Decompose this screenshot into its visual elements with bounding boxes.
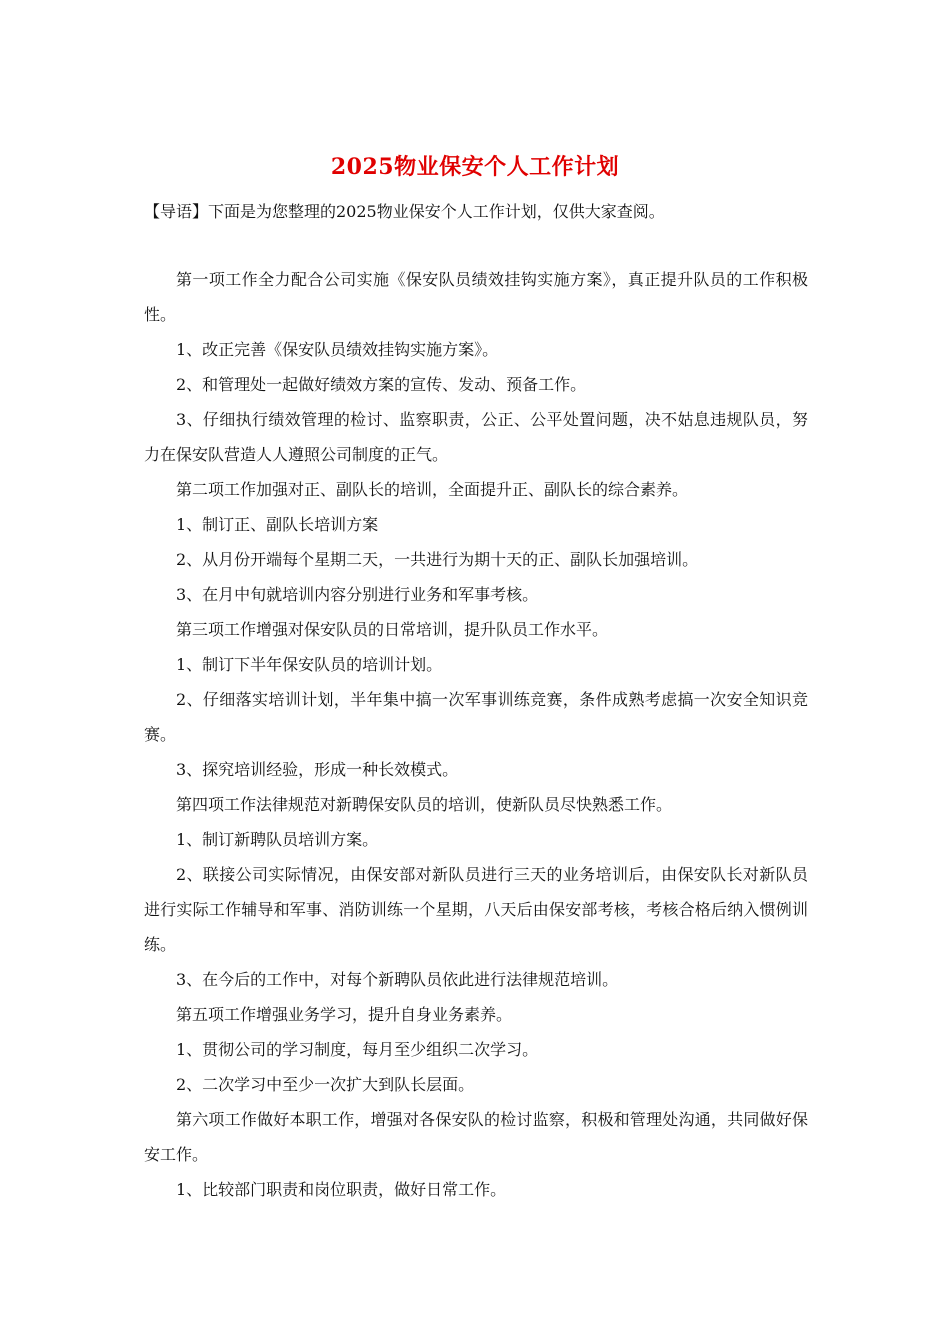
body-paragraph: 第一项工作全力配合公司实施《保安队员绩效挂钩实施方案》，真正提升队员的工作积极性。 — [144, 270, 808, 324]
body-paragraph: 3、仔细执行绩效管理的检讨、监察职责，公正、公平处置问题，决不姑息违规队员，努力在保安队营造人人遵照公司制度的正气。 — [144, 410, 808, 464]
body-paragraph: 1、制订正、副队长培训方案 — [176, 515, 379, 534]
body-paragraph: 第五项工作增强业务学习，提升自身业务素养。 — [176, 1005, 513, 1024]
body-paragraph: 第二项工作加强对正、副队长的培训，全面提升正、副队长的综合素养。 — [176, 480, 689, 499]
body-paragraph: 2、仔细落实培训计划，半年集中搞一次军事训练竞赛，条件成熟考虑搞一次安全知识竞赛。 — [144, 690, 808, 744]
body-paragraph: 2、和管理处一起做好绩效方案的宣传、发动、预备工作。 — [176, 375, 587, 394]
body-paragraph: 2、联接公司实际情况，由保安部对新队员进行三天的业务培训后，由保安队长对新队员进行实际工作辅导和军事、消防训练一个星期，八天后由保安部考核，考核合格后纳入惯例训练。 — [144, 865, 808, 954]
body-paragraph: 1、制订下半年保安队员的培训计划。 — [176, 655, 443, 674]
body-paragraph: 1、改正完善《保安队员绩效挂钩实施方案》。 — [176, 340, 499, 359]
body-paragraph: 1、贯彻公司的学习制度，每月至少组织二次学习。 — [176, 1040, 539, 1059]
body-paragraph: 2、从月份开端每个星期二天，一共进行为期十天的正、副队长加强培训。 — [176, 550, 699, 569]
body-paragraph: 第四项工作法律规范对新聘保安队员的培训，使新队员尽快熟悉工作。 — [176, 795, 673, 814]
document-title: 2025物业保安个人工作计划 — [330, 154, 620, 180]
body-paragraph: 1、制订新聘队员培训方案。 — [176, 830, 379, 849]
body-paragraph: 第六项工作做好本职工作，增强对各保安队的检讨监察，积极和管理处沟通，共同做好保安工作。 — [144, 1110, 808, 1164]
body-paragraph: 2、二次学习中至少一次扩大到队长层面。 — [176, 1075, 475, 1094]
body-paragraph: 1、比较部门职责和岗位职责，做好日常工作。 — [176, 1180, 507, 1199]
body-paragraph: 3、在今后的工作中，对每个新聘队员依此进行法律规范培训。 — [176, 970, 619, 989]
body-paragraph: 3、在月中旬就培训内容分别进行业务和军事考核。 — [176, 585, 539, 604]
document-body — [144, 262, 808, 1207]
body-paragraph: 第三项工作增强对保安队员的日常培训，提升队员工作水平。 — [176, 620, 609, 639]
body-paragraph: 3、探究培训经验，形成一种长效模式。 — [176, 760, 459, 779]
document-intro: 【导语】下面是为您整理的2025物业保安个人工作计划，仅供大家查阅。 — [144, 202, 665, 221]
